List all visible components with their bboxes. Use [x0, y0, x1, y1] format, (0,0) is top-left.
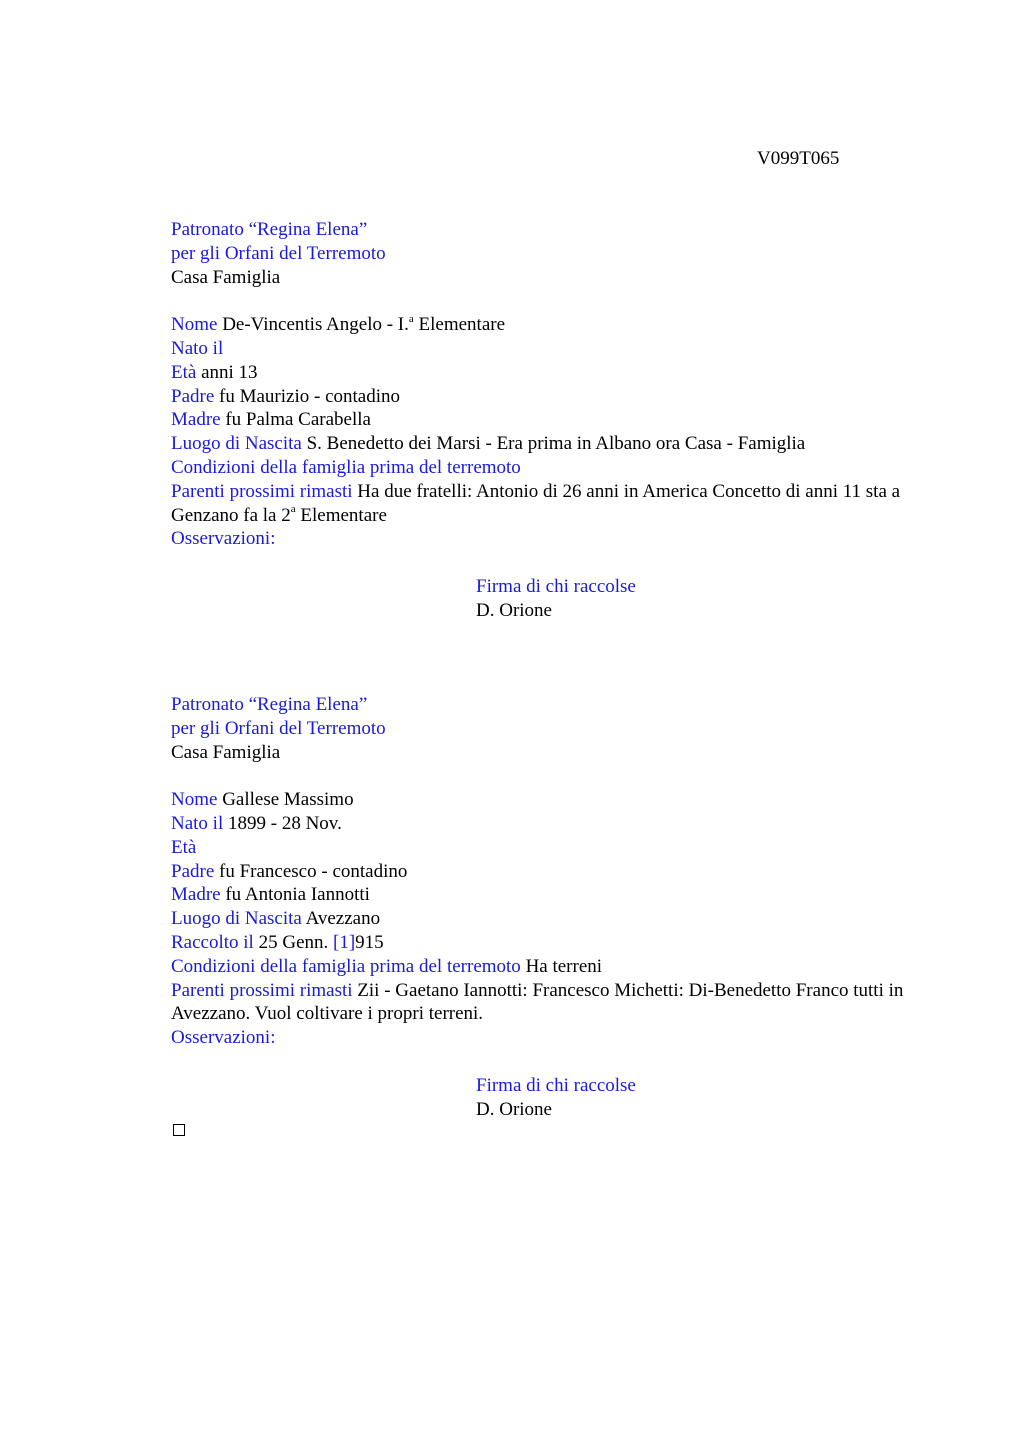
card-1-condizioni-row	[171, 456, 931, 480]
card-1-nome-row	[171, 313, 931, 337]
card-1-nato-row	[171, 337, 931, 361]
card-1-nome-label: Nome	[171, 314, 218, 336]
card-1-luogo-row	[171, 432, 931, 456]
card-1-header-line3: Casa Famiglia	[171, 266, 281, 288]
card-2-luogo-row	[171, 907, 931, 931]
card-2-madre-label: Madre	[171, 884, 221, 906]
card-2-firma-value: D. Orione	[476, 1098, 552, 1120]
card-2-parenti-row	[171, 979, 931, 1027]
card-2-raccolto-editorial-bracket: [1]	[333, 931, 356, 953]
card-2-madre-value: fu Antonia Iannotti	[225, 884, 370, 906]
card-2-raccolto-label: Raccolto il	[171, 931, 254, 953]
card-2-osservazioni-label: Osservazioni:	[171, 1027, 276, 1049]
record-card-1	[171, 218, 931, 623]
card-1-header-line1: Patronato “Regina Elena”	[171, 219, 368, 240]
card-2-header-line1: Patronato “Regina Elena”	[171, 694, 368, 715]
record-card-2	[171, 693, 931, 1121]
card-2-raccolto-row	[171, 931, 931, 955]
card-1-condizioni-label: Condizioni della famiglia prima del terremoto	[171, 456, 521, 478]
card-2-nome-label: Nome	[171, 789, 218, 811]
card-1-padre-label: Padre	[171, 385, 215, 407]
card-2-eta-row	[171, 836, 931, 860]
card-2-nome-row	[171, 788, 931, 812]
card-2-padre-label: Padre	[171, 860, 215, 882]
card-1-parenti-row	[171, 480, 931, 528]
card-1-padre-row	[171, 385, 931, 409]
card-2-parenti-value: Zii - Gaetano Iannotti: Francesco Michetti: Di-Benedetto Franco tutti in Avezzano. Vuol coltivare i propri terreni.	[171, 979, 904, 1025]
card-2-nato-label: Nato il	[171, 812, 224, 834]
card-1-luogo-label: Luogo di Nascita	[171, 433, 302, 455]
card-2-nato-value: 1899 - 28 Nov.	[228, 812, 342, 834]
empty-checkbox-mark	[173, 1124, 185, 1136]
card-1-padre-value: fu Maurizio - contadino	[219, 385, 400, 407]
card-1-nome-value: De-Vincentis Angelo - I.$^a$ Elementare	[222, 312, 506, 336]
card-1-eta-row	[171, 361, 931, 385]
card-1-nato-label: Nato il	[171, 337, 224, 359]
card-1-luogo-value: S. Benedetto dei Marsi - Era prima in Albano ora Casa - Famiglia	[306, 433, 806, 455]
card-1-eta-value: anni 13	[201, 361, 258, 383]
card-1-firma-label: Firma di chi raccolse	[476, 575, 636, 597]
card-1-firma-value: D. Orione	[476, 599, 552, 621]
card-2-padre-value: fu Francesco - contadino	[219, 860, 408, 882]
card-1-madre-label: Madre	[171, 409, 221, 431]
card-2-header-line3: Casa Famiglia	[171, 741, 281, 763]
card-2-raccolto-value: 25 Genn. [1]915	[258, 931, 384, 953]
document-code: V099T065	[757, 148, 840, 169]
card-2-madre-row	[171, 883, 931, 907]
card-1-osservazioni-label: Osservazioni:	[171, 528, 276, 550]
card-2-condizioni-row	[171, 955, 931, 979]
card-1-parenti-value: Ha due fratelli: Antonio di 26 anni in America Concetto di anni 11 sta a Genzano fa la 2$^a$ Elementare	[171, 480, 901, 526]
card-2-nato-row	[171, 812, 931, 836]
card-2-firma-label: Firma di chi raccolse	[476, 1074, 636, 1096]
card-2-luogo-value: Avezzano	[305, 908, 381, 930]
card-1-parenti-label: Parenti prossimi rimasti	[171, 480, 353, 502]
card-2-parenti-label: Parenti prossimi rimasti	[171, 979, 353, 1001]
card-2-eta-label: Età	[171, 836, 197, 858]
card-2-padre-row	[171, 860, 931, 884]
card-1-eta-label: Età	[171, 361, 197, 383]
card-2-nome-value: Gallese Massimo	[222, 789, 354, 811]
card-2-condizioni-label: Condizioni della famiglia prima del terremoto	[171, 955, 521, 977]
card-2-header-line2: per gli Orfani del Terremoto	[171, 717, 386, 739]
card-1-madre-row	[171, 408, 931, 432]
card-1-header-line2: per gli Orfani del Terremoto	[171, 242, 386, 264]
card-1-madre-value: fu Palma Carabella	[225, 409, 371, 431]
card-2-condizioni-value: Ha terreni	[525, 955, 603, 977]
card-2-luogo-label: Luogo di Nascita	[171, 908, 302, 930]
